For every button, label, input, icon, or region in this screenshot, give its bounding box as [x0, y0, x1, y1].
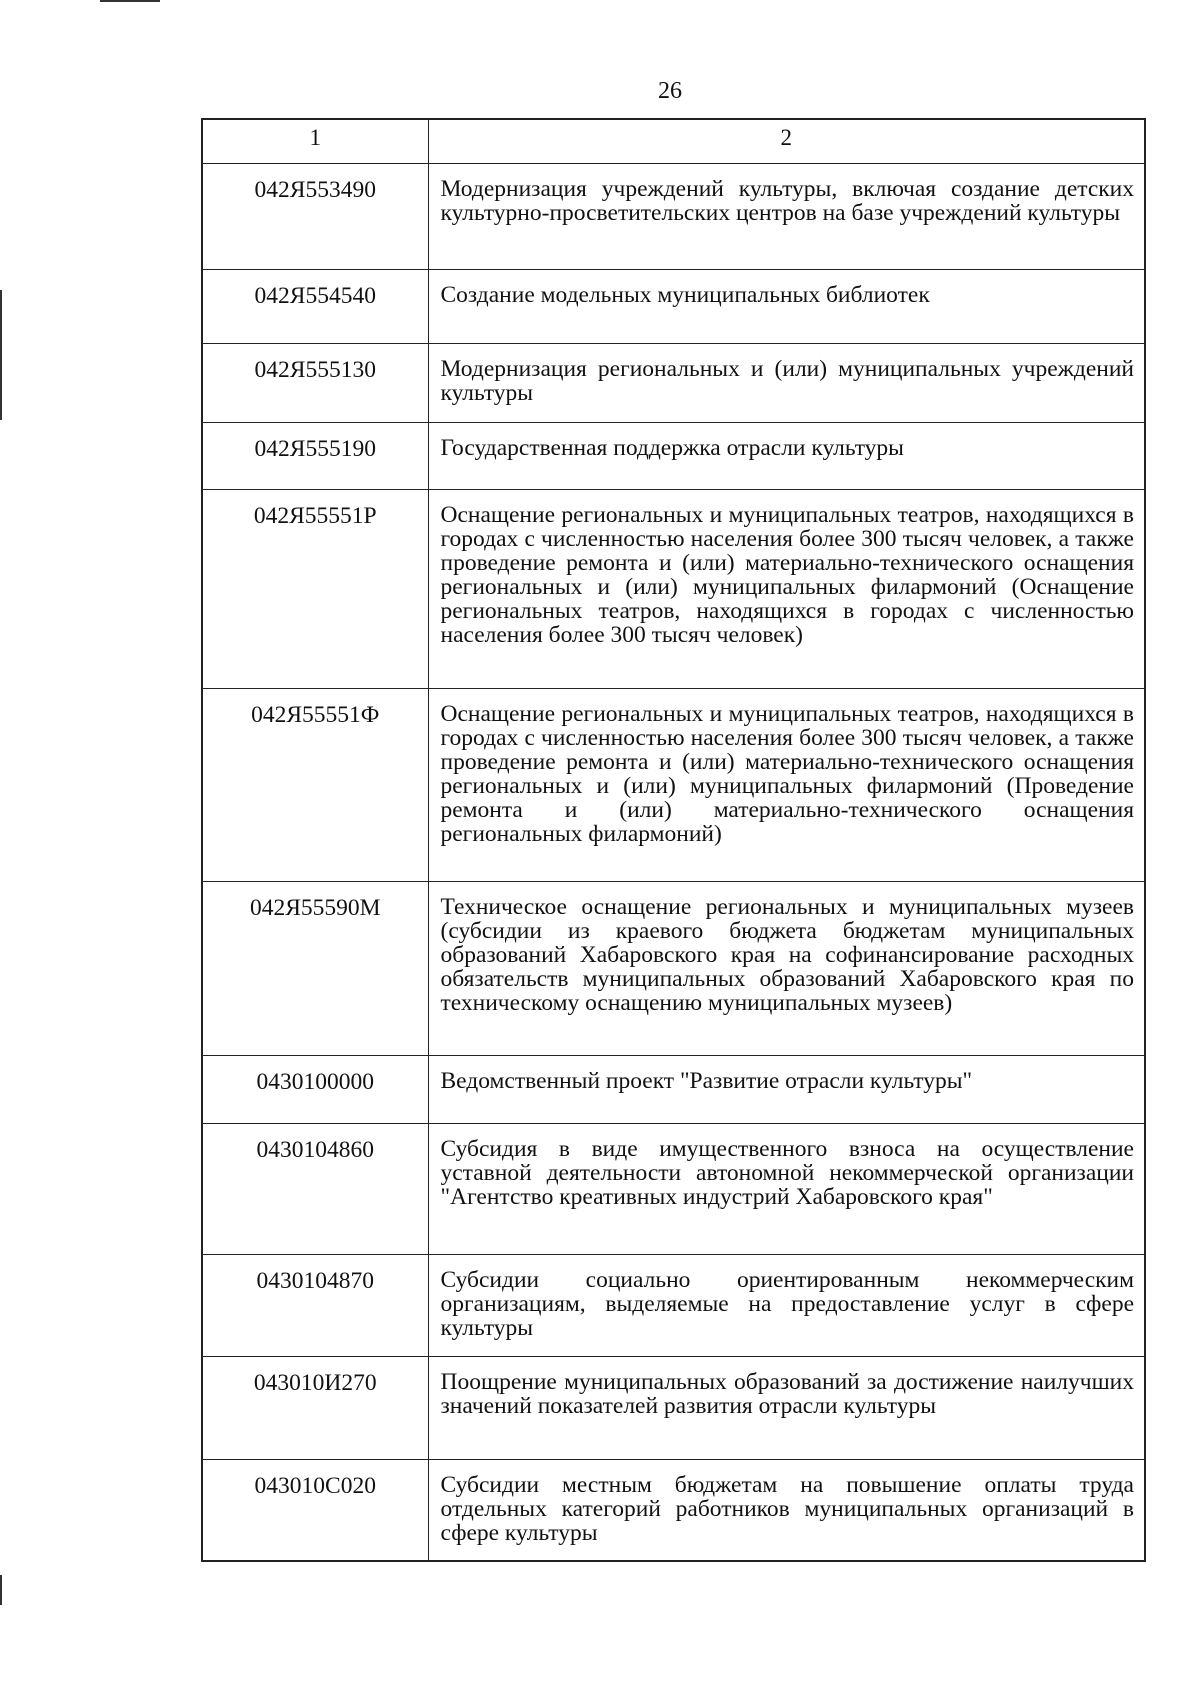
table-row [202, 1460, 1145, 1561]
column-header-2: 2 [428, 119, 1145, 164]
row-code: 042Я553490 [202, 164, 428, 270]
table-row [202, 1124, 1145, 1255]
row-name: Субсидии местным бюджетам на повышение оплаты труда отдельных категорий работников муниципальных организаций в сфере культуры [428, 1460, 1145, 1561]
table-row [202, 270, 1145, 344]
row-name: Поощрение муниципальных образований за достижение наилучших значений показателей развития отрасли культуры [428, 1357, 1145, 1460]
row-name: Оснащение региональных и муниципальных театров, находящихся в городах с численностью населения более 300 тысяч человек, а также проведение ремонта и (или) материально-технического оснащения региональных и (или) муниципальных филармоний (Оснащение региональных театров, находящихся в городах с численностью населения более 300 тысяч человек) [428, 490, 1145, 689]
budget-classification-table [201, 118, 1146, 1562]
row-code: 042Я554540 [202, 270, 428, 344]
table-row [202, 490, 1145, 689]
table-row [202, 164, 1145, 270]
row-code: 042Я55551Ф [202, 689, 428, 882]
row-name: Модернизация региональных и (или) муниципальных учреждений культуры [428, 344, 1145, 423]
page-number: 26 [658, 78, 682, 104]
table-row [202, 1255, 1145, 1357]
row-code: 043010С020 [202, 1460, 428, 1561]
table-header-row [202, 119, 1145, 164]
row-code: 042Я55590М [202, 882, 428, 1056]
table-row [202, 423, 1145, 490]
row-code: 0430104870 [202, 1255, 428, 1357]
table-row [202, 344, 1145, 423]
row-name: Государственная поддержка отрасли культуры [428, 423, 1145, 490]
row-code: 042Я555190 [202, 423, 428, 490]
row-code: 042Я555130 [202, 344, 428, 423]
scan-edge-mark [0, 290, 2, 420]
table-row [202, 882, 1145, 1056]
column-header-1: 1 [202, 119, 428, 164]
row-code: 042Я55551Р [202, 490, 428, 689]
row-name: Модернизация учреждений культуры, включая создание детских культурно-просветительских центров на базе учреждений культуры [428, 164, 1145, 270]
row-name: Создание модельных муниципальных библиотек [428, 270, 1145, 344]
row-name: Субсидии социально ориентированным некоммерческим организациям, выделяемые на предоставление услуг в сфере культуры [428, 1255, 1145, 1357]
table-row [202, 1056, 1145, 1124]
row-name: Техническое оснащение региональных и муниципальных музеев (субсидии из краевого бюджета бюджетам муниципальных образований Хабаровского края на софинансирование расходных обязательств муниципальных образований Хабаровского края по техническому оснащению муниципальных музеев) [428, 882, 1145, 1056]
row-code: 0430104860 [202, 1124, 428, 1255]
row-name: Ведомственный проект "Развитие отрасли культуры" [428, 1056, 1145, 1124]
row-name: Оснащение региональных и муниципальных театров, находящихся в городах с численностью населения более 300 тысяч человек, а также проведение ремонта и (или) материально-технического оснащения региональных и (или) муниципальных филармоний (Проведение ремонта и (или) материально-технического оснащения региональных филармоний) [428, 689, 1145, 882]
table-row [202, 689, 1145, 882]
scan-edge-mark [100, 0, 160, 2]
scan-edge-mark [0, 1575, 2, 1605]
row-code: 0430100000 [202, 1056, 428, 1124]
row-code: 043010И270 [202, 1357, 428, 1460]
row-name: Субсидия в виде имущественного взноса на осуществление уставной деятельности автономной некоммерческой организации "Агентство креативных индустрий Хабаровского края" [428, 1124, 1145, 1255]
table-row [202, 1357, 1145, 1460]
